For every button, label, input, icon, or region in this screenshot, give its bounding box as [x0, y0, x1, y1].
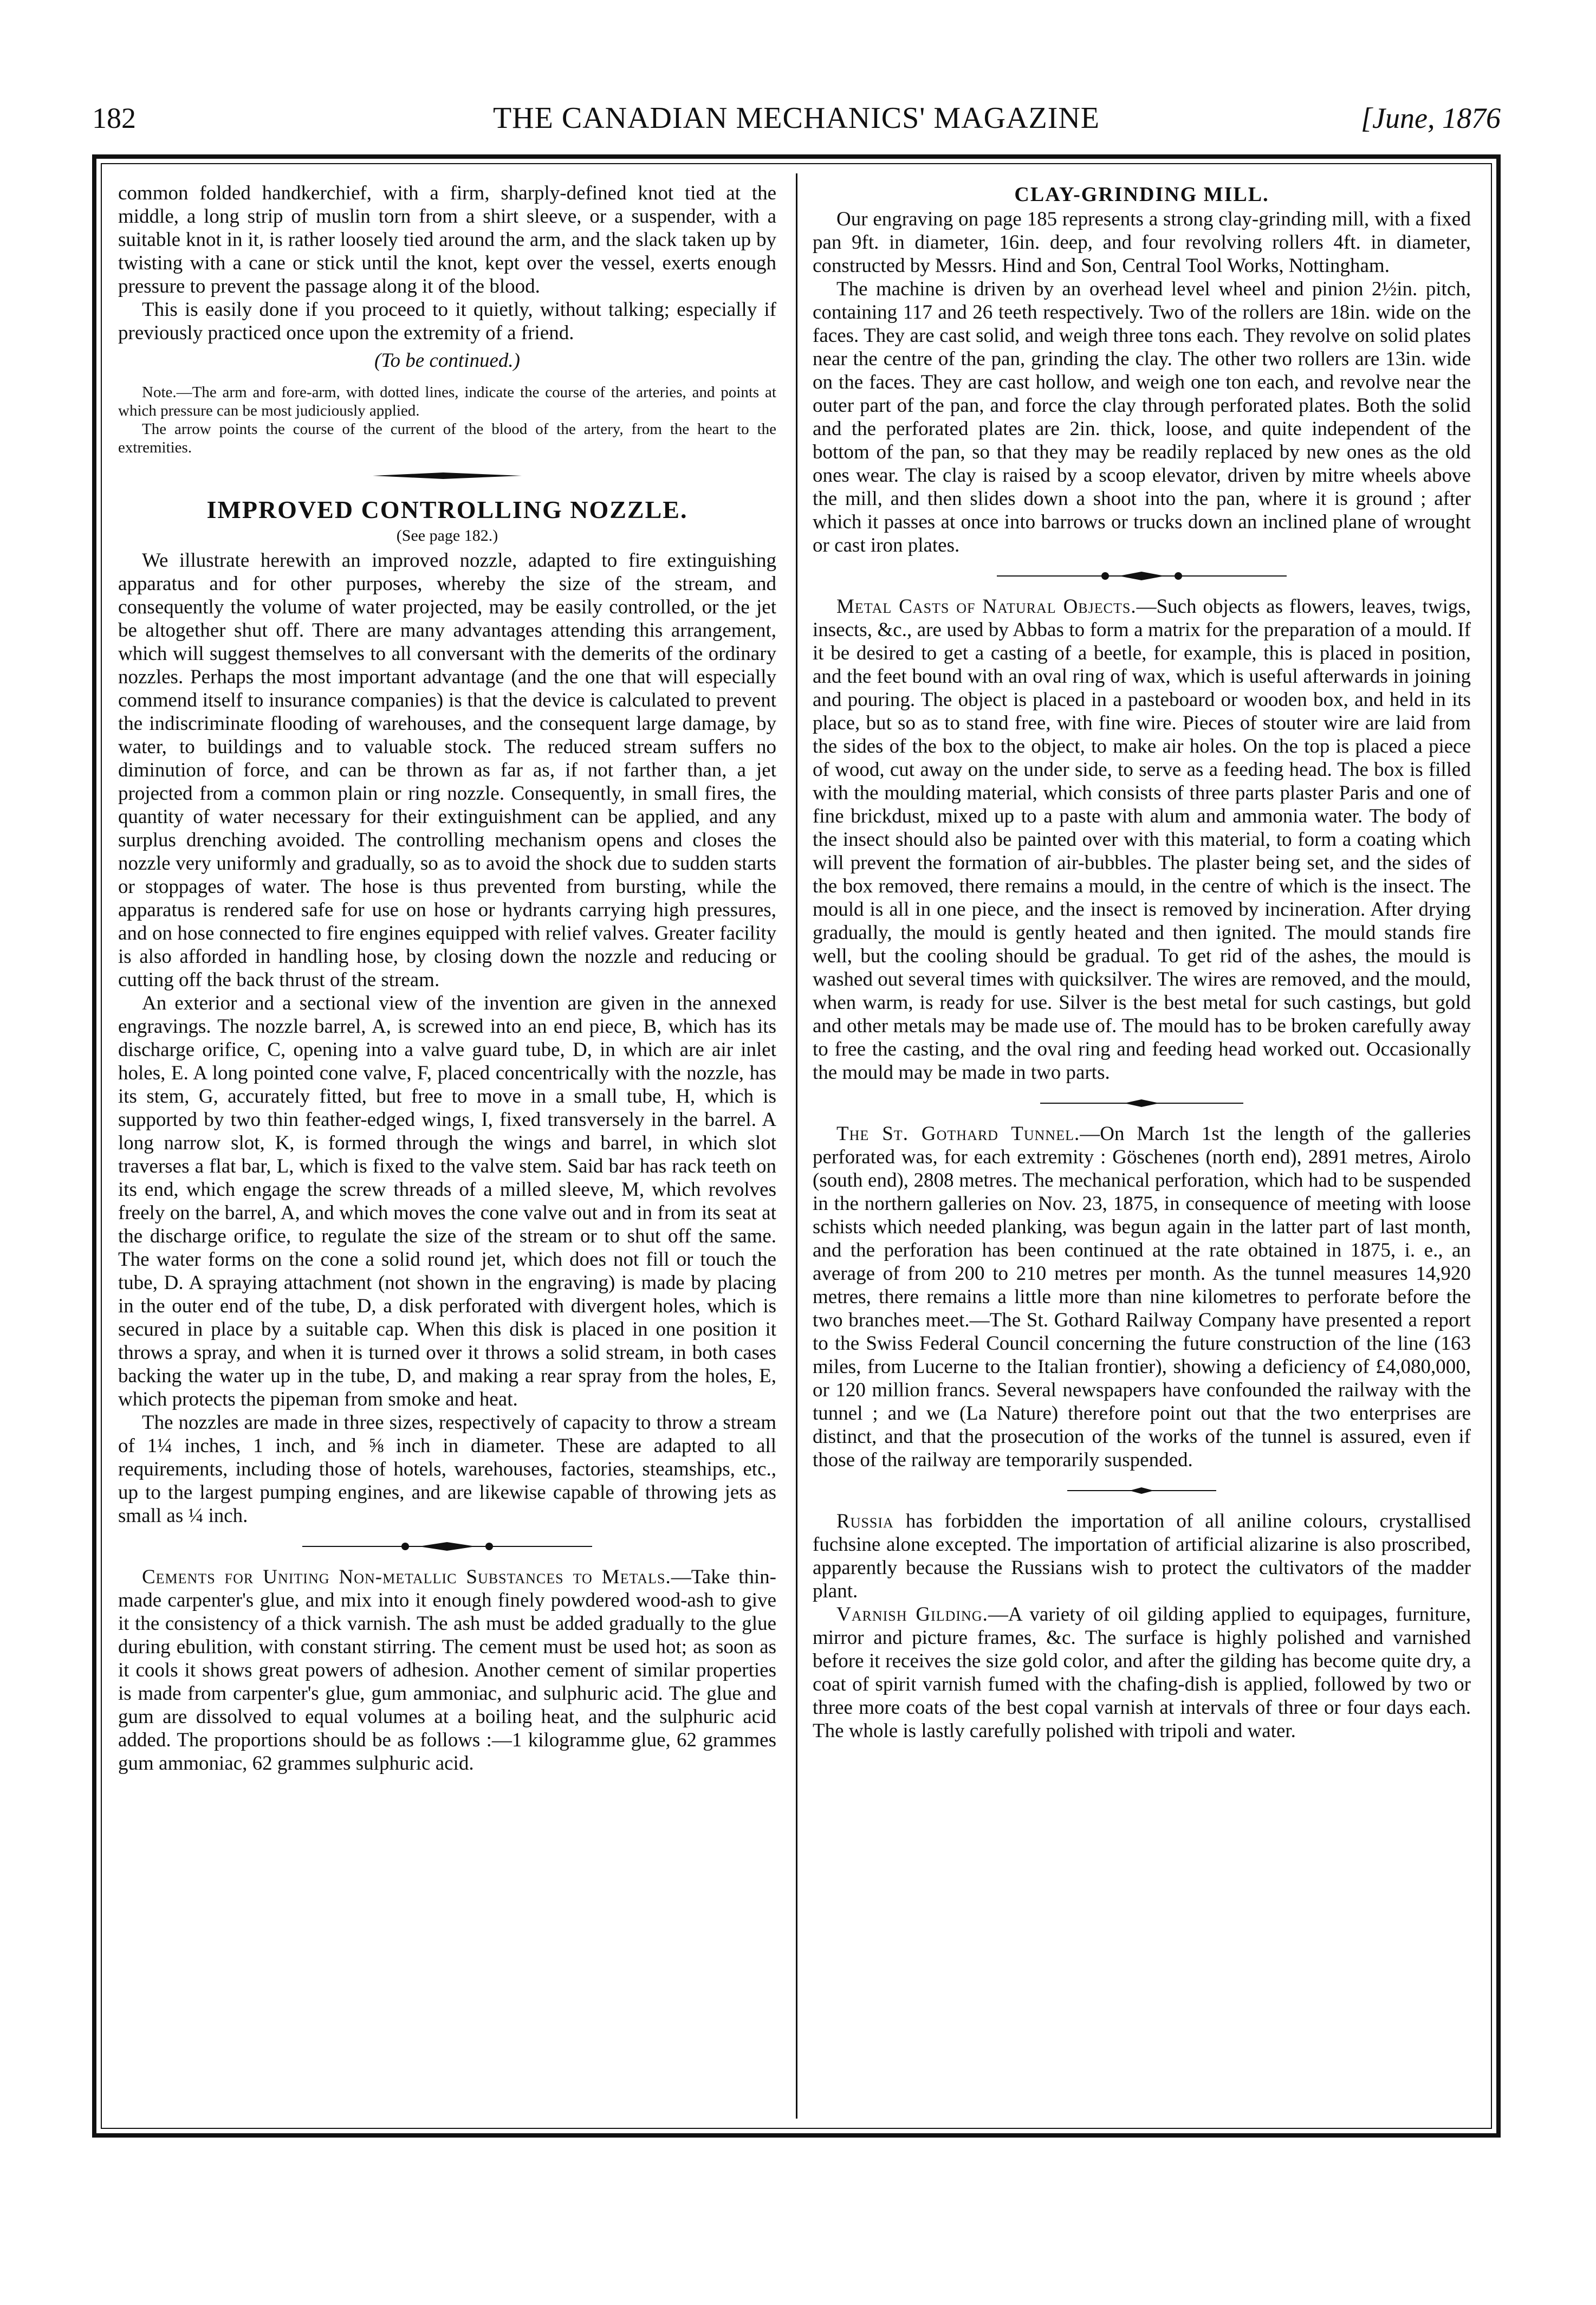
article-title-clay-mill: CLAY-GRINDING MILL.: [1014, 183, 1269, 206]
ornament-divider: [813, 1092, 1471, 1115]
left-column: [118, 182, 776, 1775]
figure-note: The arrow points the course of the current of the blood of the artery, from the heart to the extremities.: [118, 420, 776, 456]
page-number: 182: [92, 102, 136, 134]
ornament-divider: [813, 565, 1471, 587]
metal-casts-paragraph: [813, 595, 1471, 1084]
ornament-divider: [813, 1479, 1471, 1502]
article-paragraph: The machine is driven by an overhead level wheel and pinion 2½in. pitch, containing 117 and 26 teeth respectively. Two of the rollers are 18in. wide on the faces. They are cast solid, and weigh three tons each. They revolve on solid plates near the centre of the pan, grinding the clay. The other two rollers are 13in. wide on the faces. They are cast hollow, and weigh one ton each, and revolve near the outer part of the pan, and force the clay through perforated plates. Both the solid and the perforated plates are 2in. thick, loose, and quite independent of the bottom of the pan, so that they may be readily replaced by new ones as the old ones wear. The clay is raised by a scoop elevator, driven by mitre wheels above the mill, and then slides down a shoot into the pan, where it is ground ; after which it passes at once into barrows or trucks down an inclined plane of wrought or cast iron plates.: [813, 278, 1471, 556]
article-title-nozzle: IMPROVED CONTROLLING NOZZLE.: [206, 496, 688, 523]
ornament-divider: [118, 464, 776, 487]
running-head: [92, 96, 1501, 140]
metal-casts-text: —Such objects as flowers, leaves, twigs, insects, &c., are used by Abbas to form a matrix for the preparation of a mould. If it be desired to get a casting of a beetle, for example, this is placed in position, and the feet bound with an oval ring of wax, which is useful afterwards in joining and pouring. The object is placed in a pasteboard or wooden box, and held in its place, but so as to stand free, with fine wire. Pieces of stouter wire are laid from the sides of the box to the object, to make air holes. On the top is placed a piece of wood, cut away on the under side, to serve as a feeding head. The box is filled with the moulding material, which consists of three parts plaster Paris and one of fine brickdust, mixed up to a paste with alum and ammonia water. The body of the insect should also be painted over with this material, to form a coating which will prevent the formation of air-bubbles. The plaster being set, and the sides of the box removed, there remains a mould, in the centre of which is the insect. The mould is all in one piece, and the insect is removed by incineration. After drying gradually, the mould is gently heated and then ignited. The mould stands fire well, but the cooling should be gradual. To get rid of the ashes, the mould is washed out several times with quicksilver. The wires are removed, and the mould, when warm, is ready for use. Silver is the best metal for such castings, but gold and other metals may be made use of. The mould has to be broken carefully away to free the casting, and the oval ring and feeding head worked out. Occasionally the mould may be made in two parts.: [813, 595, 1471, 1084]
article-paragraph: An exterior and a sectional view of the invention are given in the annexed engravings. The nozzle barrel, A, is screwed into an end piece, B, which has its discharge orifice, C, opening into a valve guard tube, D, in which are air inlet holes, E. A long pointed cone valve, F, placed concentrically with the nozzle, has its stem, G, accurately fitted, but free to move in a small tube, H, which is supported by two thin feather-edged wings, I, fixed transversely in the barrel. A long narrow slot, K, is formed through the wings and barrel, in which slot traverses a flat bar, L, which is fixed to the valve stem. Said bar has rack teeth on its end, which engage the screw threads of a milled sleeve, M, which revolves freely on the barrel, A, and which moves the cone valve out and in from its seat at the discharge orifice, to regulate the size of the stream or to shut off the same. The water forms on the cone a solid round jet, which does not fill or touch the tube, D. A spraying attachment (not shown in the engraving) is made by placing in the outer end of the tube, D, a disk perforated with divergent holes, which is secured in place by a suitable cap. When this disk is placed in one position it throws a spray, and when it is turned over it throws a solid stream, in both cases backing the water up in the tube, D, and making a rear spray from the holes, E, which protects the pipeman from smoke and heat.: [118, 992, 776, 1410]
russia-paragraph: [813, 1510, 1471, 1603]
cements-lead: Cements for Uniting Non-metallic Substances to Metals.: [142, 1566, 671, 1588]
cements-paragraph: [118, 1565, 776, 1775]
right-column: [813, 182, 1471, 1743]
cements-text: —Take thin-made carpenter's glue, and mix into it enough finely powdered wood-ash to give it the consistency of a thick varnish. The ash must be added gradually to the glue during ebulition, with constant stirring. The cement must be used hot; as soon as it cools it shows great powers of adhesion. Another cement of similar properties is made from carpenter's glue, gum ammoniac, and sulphuric acid. The glue and gum are dissolved to equal volumes at a boiling heat, and the sulphuric acid added. The proportions should be as follows :—1 kilogramme glue, 62 grammes gum ammoniac, 62 grammes sulphuric acid.: [118, 1566, 776, 1775]
figure-note: Note.—The arm and fore-arm, with dotted lines, indicate the course of the arteries, and points at which pressure can be most judiciously applied.: [118, 384, 776, 419]
article-paragraph: Our engraving on page 185 represents a strong clay-grinding mill, with a fixed pan 9ft. in diameter, 16in. deep, and four revolving rollers 4ft. in diameter, constructed by Messrs. Hind and Son, Central Tool Works, Nottingham.: [813, 208, 1471, 277]
see-page-note: (See page 182.): [396, 527, 498, 545]
column-rule: [796, 173, 797, 2119]
journal-title: THE CANADIAN MECHANICS' MAGAZINE: [492, 101, 1100, 135]
to-be-continued: (To be continued.): [374, 349, 520, 372]
russia-lead: Russia: [836, 1510, 894, 1532]
varnish-paragraph: [813, 1603, 1471, 1743]
gothard-text: —On March 1st the length of the galleries perforated was, for each extremity : Göschenes (north end), 2891 metres, Airolo (south end), 2808 metres. The mechanical perforation, which had to be suspended in the northern galleries on Nov. 23, 1875, in consequence of meeting with loose schists which needed planking, was begun again in the latter part of last month, and the perforation has been continued at the rate obtained in 1875, i. e., an average of from 200 to 210 metres per month. As the tunnel measures 14,920 metres, there remains a little more than nine kilometres to perforate before the two branches meet.—The St. Gothard Railway Company have presented a report to the Swiss Federal Council concerning the future construction of the line (163 miles, from Lucerne to the Italian frontier), showing a deficiency of £4,080,000, or 120 million francs. Several newspapers have confounded the railway with the tunnel ; and we (La Nature) therefore point out that the two enterprises are distinct, and that the prosecution of the works of the tunnel is assured, even if those of the railway are temporarily suspended.: [813, 1123, 1471, 1471]
issue-date: [June, 1876: [1361, 102, 1501, 134]
metal-casts-lead: Metal Casts of Natural Objects.: [836, 595, 1137, 618]
gothard-lead: The St. Gothard Tunnel.: [836, 1123, 1080, 1145]
ornament-divider: [118, 1535, 776, 1558]
varnish-text: —A variety of oil gilding applied to equipages, furniture, mirror and picture frames, &c. The surface is highly polished and varnished before it receives the size gold color, and after the gilding has become quite dry, a coat of spirit varnish fumed with the chafing-dish is applied, followed by two or three more coats of the best copal varnish at intervals of three or four days each. The whole is lastly carefully polished with tripoli and water.: [813, 1603, 1471, 1742]
article-paragraph: The nozzles are made in three sizes, respectively of capacity to throw a stream of 1¼ inches, 1 inch, and ⅝ inch in diameter. These are adapted to all requirements, including those of hotels, warehouses, factories, steamships, etc., up to the largest pumping engines, and are likewise capable of throwing jets as small as ¼ inch.: [118, 1412, 776, 1527]
article-paragraph: We illustrate herewith an improved nozzle, adapted to fire extinguishing apparatus and for other purposes, whereby the size of the stream, and consequently the volume of water projected, may be easily controlled, or the jet be altogether shut off. There are many advantages attending this arrangement, which will suggest themselves to all conversant with the demerits of the ordinary nozzles. Perhaps the most important advantage (and the one that will especially commend itself to insurance companies) is that the device is calculated to prevent the indiscriminate flooding of warehouses, and the consequent large damage, by water, to buildings and to valuable stock. The reduced stream suffers no diminution of force, and can be thrown as far as, if not farther than, a jet projected from a common plain or ring nozzle. Consequently, in small fires, the quantity of water necessary for their extinguishment can be applied, and any surplus drenching avoided. The controlling mechanism opens and closes the nozzle very uniformly and gradually, so as to avoid the shock due to sudden starts or stoppages of water. The hose is thus prevented from bursting, while the apparatus is rendered safe for use on hose or hydrants carrying high pressures, and on hose connected to fire engines equipped with relief valves. Greater facility is also afforded in handling hose, by closing down the nozzle and reducing or cutting off the back thrust of the stream.: [118, 549, 776, 991]
continued-paragraph: common folded handkerchief, with a firm, sharply-defined knot tied at the middle, a long strip of muslin torn from a shirt sleeve, or a suspender, with a suitable knot in it, is rather loosely tied around the arm, and the slack taken up by twisting with a cane or stick until the knot, kept over the vessel, exerts enough pressure to prevent the passage along it of the blood.: [118, 182, 776, 297]
russia-text: has forbidden the importation of all aniline colours, crystallised fuchsine alone excepted. The importation of artificial alizarine is also proscribed, apparently because the Russians wish to protect the cultivators of the madder plant.: [813, 1510, 1471, 1602]
varnish-lead: Varnish Gilding.: [836, 1603, 988, 1626]
gothard-paragraph: [813, 1122, 1471, 1472]
continued-paragraph: This is easily done if you proceed to it quietly, without talking; especially if previously practiced once upon the extremity of a friend.: [118, 299, 776, 344]
